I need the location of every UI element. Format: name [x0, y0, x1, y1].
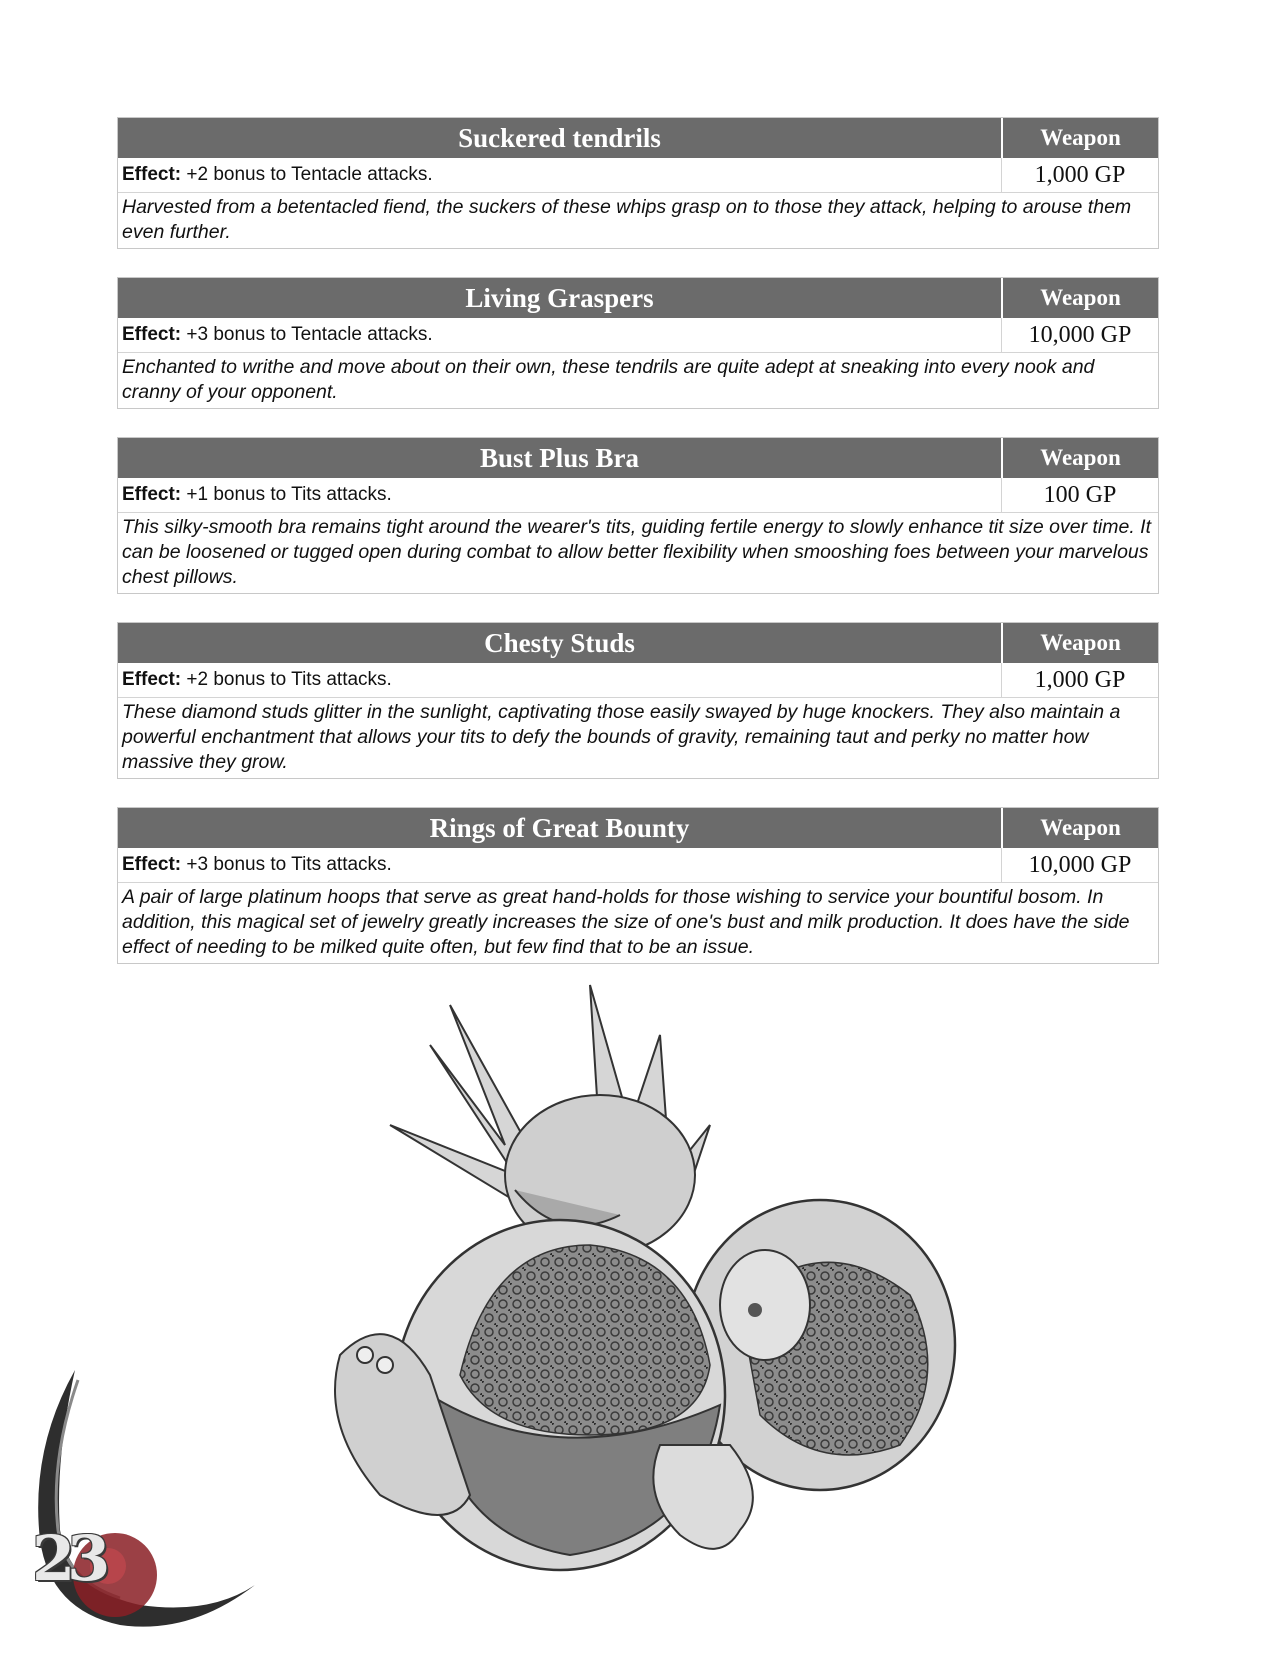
effect-text: +1 bonus to Tits attacks. [181, 484, 392, 505]
item-effect [118, 663, 1002, 697]
effect-label: Effect: [122, 164, 182, 185]
effect-text: +2 bonus to Tits attacks. [181, 669, 392, 690]
item-list [117, 117, 1159, 992]
item-effect-row [118, 663, 1158, 698]
item-effect-row [118, 318, 1158, 353]
item-header [118, 278, 1158, 318]
item-price: 10,000 GP [1028, 322, 1132, 348]
item-header [118, 438, 1158, 478]
item-card-rings-of-great-bounty [117, 807, 1159, 964]
item-name: Living Graspers [118, 278, 1003, 318]
item-description: Enchanted to writhe and move about on their own, these tendrils are quite adept at sneaking into every nook and cranny of your opponent. [122, 356, 1095, 403]
item-description: A pair of large platinum hoops that serve as great hand-holds for those wishing to service your bountiful bosom. In addition, this magical set of jewelry greatly increases the size of one's bust and milk production. It does have the side effect of needing to be milked quite often, but few find that to be an issue. [122, 886, 1130, 958]
corner-ornament [20, 1370, 280, 1640]
item-type: Weapon [1040, 125, 1121, 150]
item-name: Rings of Great Bounty [118, 808, 1003, 848]
item-type: Weapon [1040, 285, 1121, 310]
item-card-living-graspers [117, 277, 1159, 409]
effect-label: Effect: [122, 669, 182, 690]
item-description: These diamond studs glitter in the sunlight, captivating those easily swayed by huge knockers. They also maintain a powerful enchantment that allows your tits to defy the bounds of gravity, remaining taut and perky no matter how massive they grow. [122, 701, 1121, 773]
item-type: Weapon [1040, 815, 1121, 840]
item-price: 1,000 GP [1034, 162, 1126, 188]
item-name: Suckered tendrils [118, 118, 1003, 158]
item-name: Chesty Studs [118, 623, 1003, 663]
item-effect [118, 318, 1002, 352]
effect-label: Effect: [122, 324, 182, 345]
item-card-suckered-tendrils [117, 117, 1159, 249]
effect-label: Effect: [122, 854, 182, 875]
item-name: Bust Plus Bra [118, 438, 1003, 478]
effect-text: +2 bonus to Tentacle attacks. [181, 164, 433, 185]
effect-label: Effect: [122, 484, 182, 505]
item-effect-row [118, 158, 1158, 193]
item-type: Weapon [1040, 445, 1121, 470]
item-header [118, 623, 1158, 663]
item-effect-row [118, 478, 1158, 513]
item-price: 100 GP [1043, 482, 1117, 508]
effect-text: +3 bonus to Tits attacks. [181, 854, 392, 875]
item-description: Harvested from a betentacled fiend, the suckers of these whips grasp on to those they attack, helping to arouse them even further. [122, 196, 1132, 243]
item-price: 1,000 GP [1034, 667, 1126, 693]
item-effect [118, 478, 1002, 512]
item-description: This silky-smooth bra remains tight around the wearer's tits, guiding fertile energy to slowly enhance tit size over time. It can be loosened or tugged open during combat to allow better flexibility when smooshing foes between your marvelous chest pillows. [122, 516, 1152, 588]
item-card-chesty-studs [117, 622, 1159, 779]
item-effect [118, 848, 1002, 882]
item-type: Weapon [1040, 630, 1121, 655]
effect-text: +3 bonus to Tentacle attacks. [181, 324, 433, 345]
item-price: 10,000 GP [1028, 852, 1132, 878]
item-header [118, 808, 1158, 848]
character-illustration [300, 975, 1020, 1615]
item-card-bust-plus-bra [117, 437, 1159, 594]
item-effect [118, 158, 1002, 192]
item-header [118, 118, 1158, 158]
page-number: 23 [32, 1522, 103, 1595]
item-effect-row [118, 848, 1158, 883]
